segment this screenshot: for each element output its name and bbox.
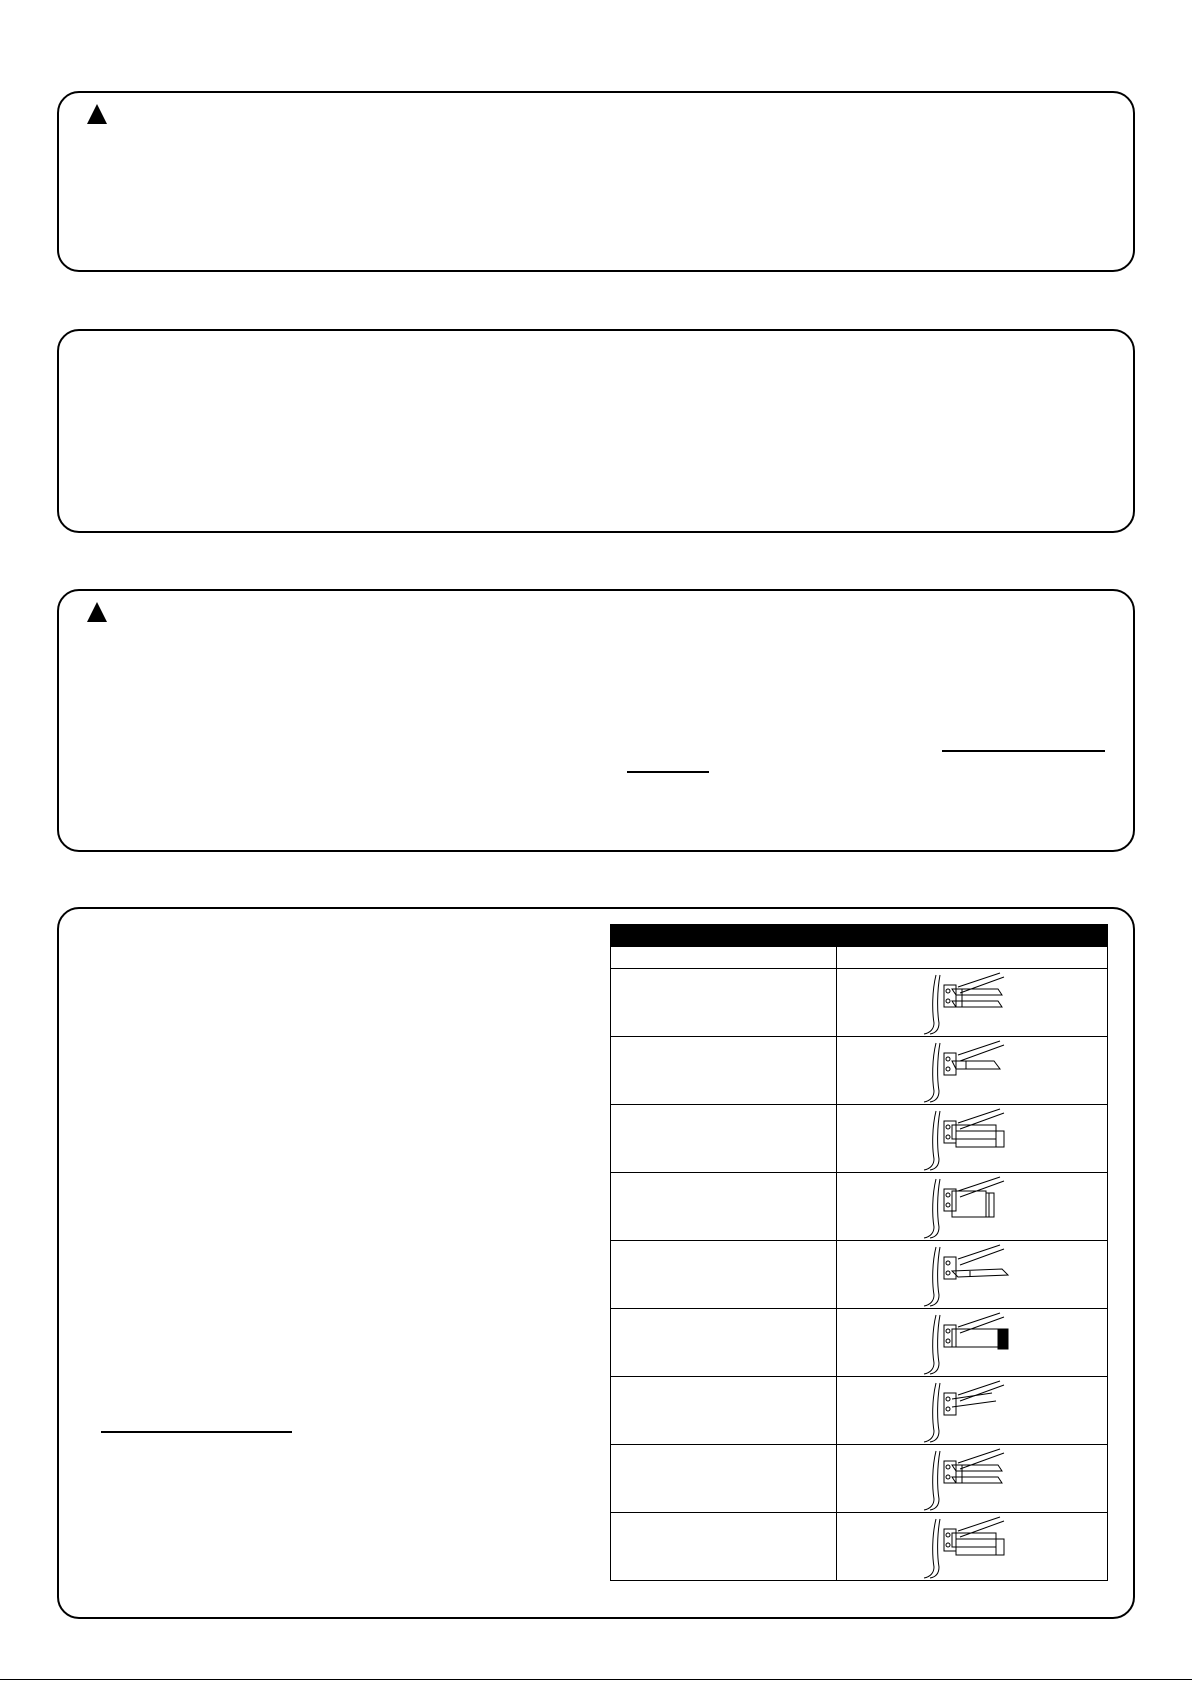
row-description bbox=[611, 1037, 837, 1105]
column-header-illustration bbox=[837, 947, 1108, 969]
table-row bbox=[611, 1309, 1108, 1377]
row-illustration bbox=[837, 1105, 1108, 1173]
row-description bbox=[611, 1513, 837, 1581]
row-illustration bbox=[837, 1309, 1108, 1377]
connector-illustration-7 bbox=[922, 1379, 1022, 1443]
notice-panel bbox=[57, 329, 1135, 533]
connector-illustration-6 bbox=[922, 1311, 1022, 1375]
warning-triangle-icon bbox=[86, 601, 108, 623]
row-illustration bbox=[837, 1445, 1108, 1513]
connector-illustration-4 bbox=[922, 1175, 1022, 1239]
instructions-panel bbox=[57, 907, 1135, 1619]
row-description bbox=[611, 1173, 837, 1241]
row-description bbox=[611, 1309, 837, 1377]
underline-mark bbox=[101, 1431, 292, 1433]
underline-mark bbox=[942, 750, 1105, 752]
warning-panel-top bbox=[57, 91, 1135, 272]
row-illustration bbox=[837, 1173, 1108, 1241]
table-row bbox=[611, 1037, 1108, 1105]
column-header-description bbox=[611, 947, 837, 969]
table-row bbox=[611, 1377, 1108, 1445]
table-row bbox=[611, 1173, 1108, 1241]
row-illustration bbox=[837, 1037, 1108, 1105]
row-illustration bbox=[837, 1377, 1108, 1445]
row-description bbox=[611, 1377, 837, 1445]
table-row bbox=[611, 1445, 1108, 1513]
row-illustration bbox=[837, 1513, 1108, 1581]
warning-panel-middle bbox=[57, 589, 1135, 852]
table-header bbox=[611, 925, 1108, 947]
row-description bbox=[611, 969, 837, 1037]
row-description bbox=[611, 1105, 837, 1173]
connector-illustration-5 bbox=[922, 1243, 1022, 1307]
page-bottom-rule bbox=[0, 1679, 1192, 1680]
connector-illustration-9 bbox=[922, 1515, 1022, 1579]
row-illustration bbox=[837, 969, 1108, 1037]
reference-table bbox=[610, 924, 1108, 1581]
table-row bbox=[611, 1513, 1108, 1581]
row-description bbox=[611, 1445, 837, 1513]
table-row bbox=[611, 1105, 1108, 1173]
connector-illustration-3 bbox=[922, 1107, 1022, 1171]
connector-illustration-1 bbox=[922, 971, 1022, 1035]
connector-illustration-8 bbox=[922, 1447, 1022, 1511]
table-row bbox=[611, 969, 1108, 1037]
warning-triangle-icon bbox=[86, 103, 108, 125]
connector-illustration-2 bbox=[922, 1039, 1022, 1103]
table-row bbox=[611, 1241, 1108, 1309]
underline-mark bbox=[627, 771, 709, 773]
row-illustration bbox=[837, 1241, 1108, 1309]
row-description bbox=[611, 1241, 837, 1309]
